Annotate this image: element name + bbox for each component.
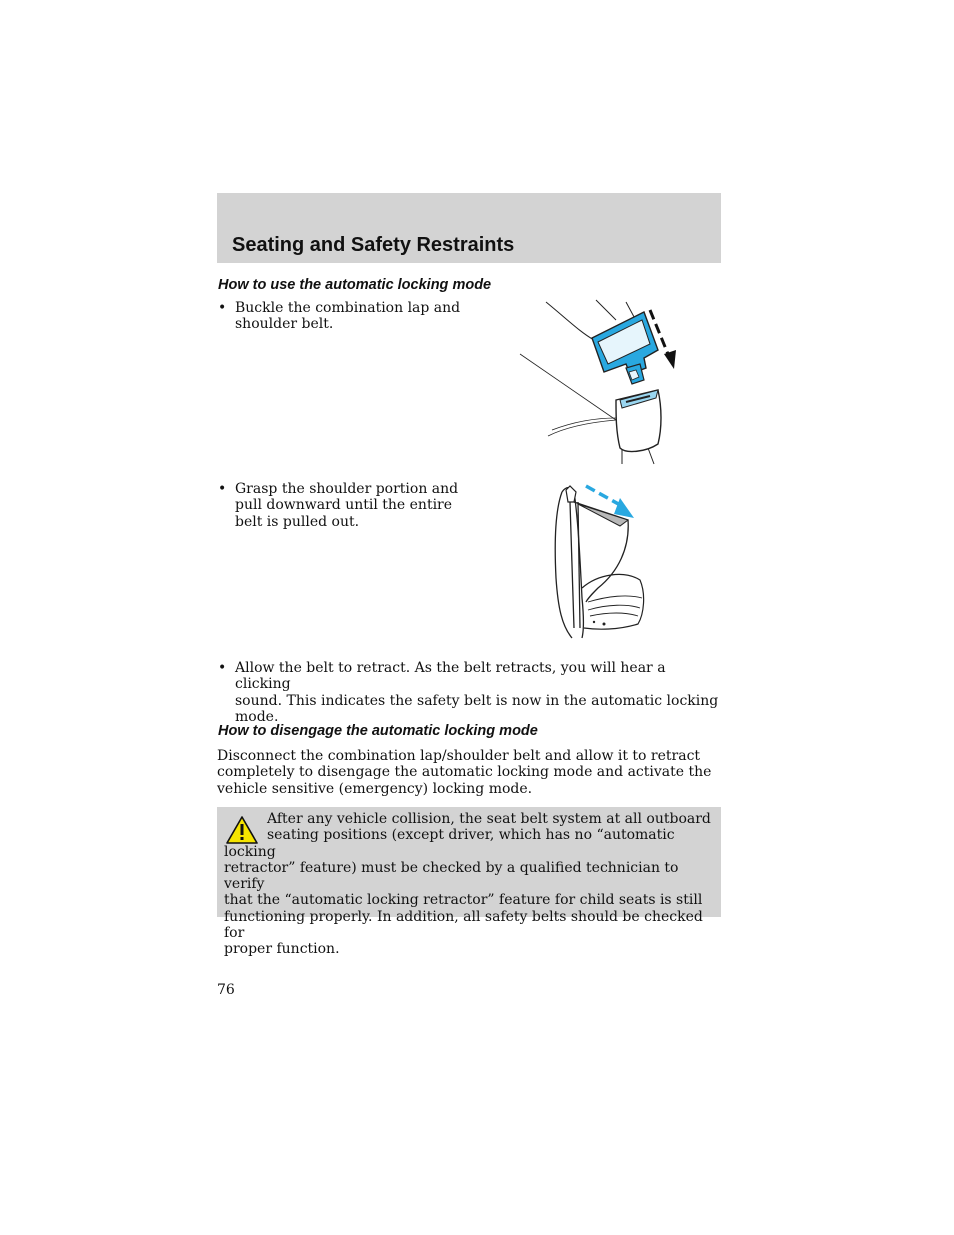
paragraph-line: vehicle sensitive (emergency) locking mode. bbox=[217, 780, 533, 797]
paragraph-line: completely to disengage the automatic locking mode and activate the bbox=[217, 764, 712, 781]
warning-line: seating positions (except driver, which has no “automatic locking bbox=[224, 827, 675, 860]
page-title: Seating and Safety Restraints bbox=[232, 234, 515, 256]
bullet-icon: • bbox=[218, 660, 227, 676]
bullet-line: Buckle the combination lap and bbox=[235, 300, 461, 316]
seatbelt-buckle-illustration bbox=[518, 298, 678, 466]
bullet-icon: • bbox=[218, 300, 227, 316]
bullet-line: shoulder belt. bbox=[235, 316, 334, 333]
seat-belt-pull-illustration bbox=[548, 478, 658, 646]
paragraph-line: Disconnect the combination lap/shoulder belt and allow it to retract bbox=[217, 748, 701, 764]
bullet-line: belt is pulled out. bbox=[235, 513, 360, 530]
warning-line: that the “automatic locking retractor” feature for child seats is still bbox=[224, 892, 703, 909]
warning-text bbox=[224, 811, 718, 958]
warning-box bbox=[217, 807, 721, 958]
warning-line: functioning properly. In addition, all safety belts should be checked for bbox=[224, 908, 703, 942]
page-number: 76 bbox=[217, 982, 235, 998]
bullet-line: pull downward until the entire bbox=[235, 497, 453, 514]
bullet-line: mode. bbox=[235, 708, 279, 725]
warning-line: After any vehicle collision, the seat belt system at all outboard bbox=[267, 811, 711, 827]
bullet-line: Allow the belt to retract. As the belt retracts, you will hear a clicking bbox=[235, 660, 666, 693]
warning-line: retractor” feature) must be checked by a qualified technician to verify bbox=[224, 859, 679, 893]
paragraph bbox=[217, 748, 717, 797]
bullet-icon: • bbox=[218, 481, 227, 497]
warning-line: proper function. bbox=[224, 941, 340, 958]
section-header bbox=[217, 193, 721, 263]
bullet-line: Grasp the shoulder portion and bbox=[235, 481, 459, 497]
section-heading-use: How to use the automatic locking mode bbox=[218, 277, 492, 293]
bullet-line: sound. This indicates the safety belt is now in the automatic locking bbox=[235, 692, 719, 709]
section-heading-disengage: How to disengage the automatic locking mode bbox=[218, 723, 538, 739]
